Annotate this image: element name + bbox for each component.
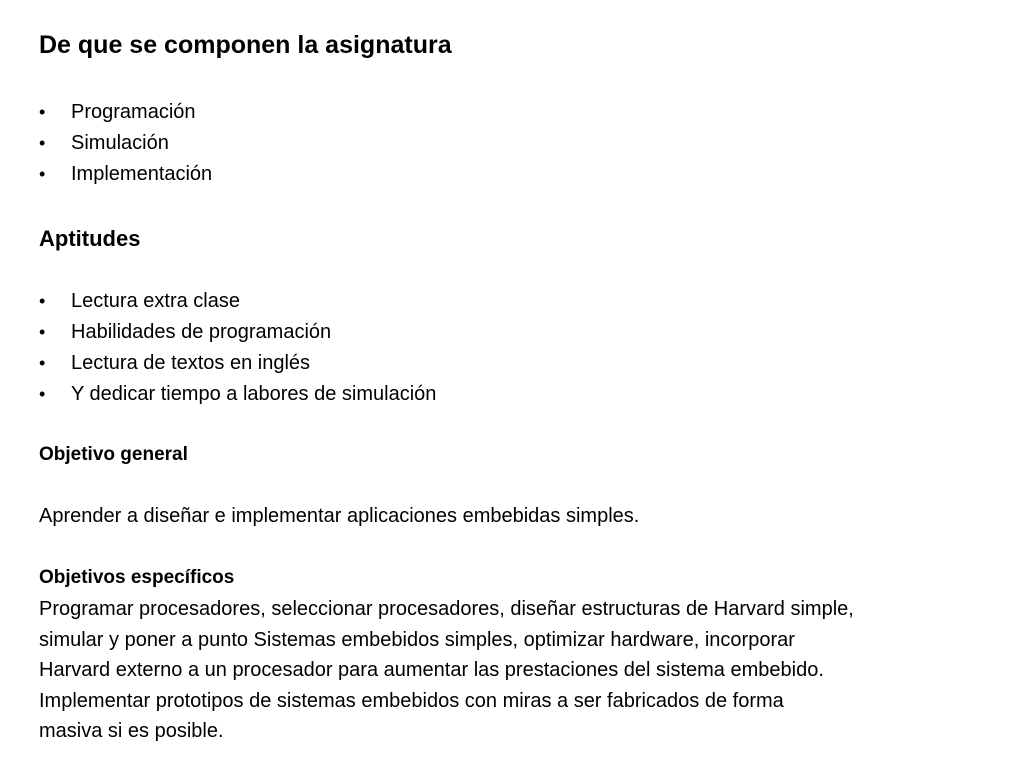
list-item-label: Y dedicar tiempo a labores de simulación (71, 383, 437, 405)
list-item (39, 128, 212, 159)
specific-objectives-heading: Objetivos específicos (39, 567, 235, 588)
bullet-icon: • (39, 102, 46, 122)
list-item-label: Implementación (71, 163, 213, 185)
list-item-label: Programación (71, 101, 196, 123)
list-item (39, 379, 436, 410)
bullet-icon: • (39, 353, 46, 373)
list-item (39, 286, 436, 317)
bullet-icon: • (39, 322, 46, 342)
text-line: Programar procesadores, seleccionar procesadores, diseñar estructuras de Harvard simple, (39, 598, 854, 620)
aptitudes-list (39, 286, 436, 410)
specific-objectives-text (39, 594, 999, 747)
bullet-icon: • (39, 164, 46, 184)
list-item (39, 317, 436, 348)
general-objective-heading: Objetivo general (39, 444, 188, 465)
general-objective-text: Aprender a diseñar e implementar aplicaciones embebidas simples. (39, 505, 640, 527)
list-item-label: Simulación (71, 132, 169, 154)
text-line: masiva si es posible. (39, 720, 224, 742)
page-title: De que se componen la asignatura (39, 31, 452, 59)
aptitudes-heading: Aptitudes (39, 226, 141, 251)
text-line: Implementar prototipos de sistemas embebidos con miras a ser fabricados de forma (39, 689, 784, 712)
bullet-icon: • (39, 384, 46, 404)
list-item-label: Lectura extra clase (71, 290, 240, 312)
components-list (39, 97, 212, 190)
list-item-label: Habilidades de programación (71, 321, 332, 343)
list-item (39, 348, 436, 379)
list-item (39, 97, 212, 128)
text-line: simular y poner a punto Sistemas embebidos simples, optimizar hardware, incorporar (39, 628, 795, 651)
bullet-icon: • (39, 133, 46, 153)
text-line: Harvard externo a un procesador para aumentar las prestaciones del sistema embebido. (39, 659, 824, 681)
list-item-label: Lectura de textos en inglés (71, 352, 311, 374)
bullet-icon: • (39, 291, 46, 311)
list-item (39, 159, 212, 190)
